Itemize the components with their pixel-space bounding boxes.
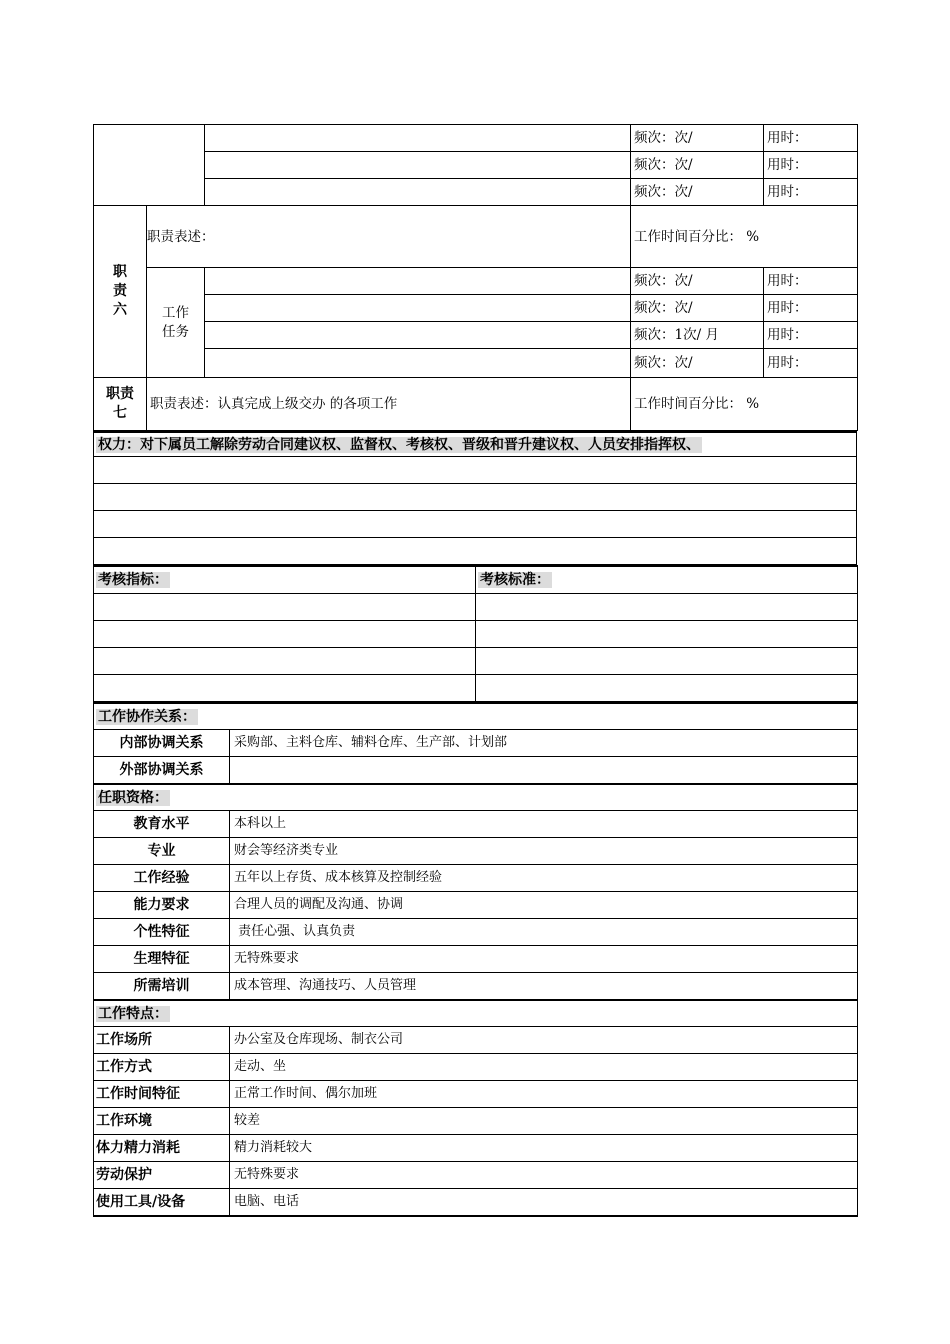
duty7-percent: 工作时间百分比： % [631,378,858,431]
task-row [94,349,858,378]
environment-value: 较差 [230,1108,858,1135]
duty6-statement: 职责表述： [147,206,631,268]
major-label: 专业 [94,838,230,865]
authority-table [93,431,857,565]
frequency-cell: 频次：次/ [631,295,764,322]
indicator-cell[interactable] [94,594,476,621]
tools-label: 使用工具/设备 [94,1189,230,1217]
personality-value: 责任心强、认真负责 [230,919,858,946]
work-feature-row [94,1189,858,1217]
task-row [94,295,858,322]
duty7-row [94,378,858,431]
external-coordination-value [230,757,858,785]
collaboration-row [94,730,858,757]
training-label: 所需培训 [94,973,230,1001]
duties-table [93,124,858,431]
physical-label: 生理特征 [94,946,230,973]
work-feature-row [94,1054,858,1081]
duty6-tasks-label: 工作任务 [147,268,205,378]
qualification-row [94,919,858,946]
job-description-sheet [93,124,857,1217]
qualifications-title: 任职资格： [98,789,168,806]
duty7-label: 职责七 [94,378,147,431]
duration-cell: 用时： [764,268,858,295]
education-value: 本科以上 [230,811,858,838]
task-cell[interactable] [205,322,631,349]
qualification-row [94,838,858,865]
work-features-title: 工作特点： [98,1005,168,1022]
assessment-table [93,565,858,702]
authority-blank-row[interactable] [94,511,857,538]
duration-cell: 用时： [764,152,858,179]
experience-value: 五年以上存货、成本核算及控制经验 [230,865,858,892]
collaboration-title-row [94,703,858,730]
frequency-cell: 频次：1次/ 月 [631,322,764,349]
ability-label: 能力要求 [94,892,230,919]
frequency-cell: 频次：次/ [631,268,764,295]
qualification-row [94,811,858,838]
duty6-label: 职责六 [94,206,147,378]
duration-cell: 用时： [764,179,858,206]
internal-coordination-value: 采购部、主料仓库、辅料仓库、生产部、计划部 [230,730,858,757]
frequency-cell: 频次：次/ [631,152,764,179]
qualification-row [94,973,858,1001]
frequency-cell: 频次：次/ [631,125,764,152]
task-row [94,322,858,349]
protection-label: 劳动保护 [94,1162,230,1189]
protection-value: 无特殊要求 [230,1162,858,1189]
work-mode-label: 工作方式 [94,1054,230,1081]
training-value: 成本管理、沟通技巧、人员管理 [230,973,858,1001]
physical-value: 无特殊要求 [230,946,858,973]
task-row [94,268,858,295]
blank-cell [94,125,205,206]
task-cell[interactable] [205,349,631,378]
qualification-row [94,865,858,892]
assessment-header-row [94,566,858,594]
standard-cell[interactable] [476,675,858,702]
frequency-cell: 频次：次/ [631,349,764,378]
workplace-value: 办公室及仓库现场、制衣公司 [230,1027,858,1054]
authority-header-row [94,432,857,457]
energy-value: 精力消耗较大 [230,1135,858,1162]
workplace-label: 工作场所 [94,1027,230,1054]
task-row [94,125,858,152]
qualifications-title-row [94,784,858,811]
environment-label: 工作环境 [94,1108,230,1135]
work-feature-row [94,1162,858,1189]
task-cell[interactable] [205,125,631,152]
details-table [93,702,858,1217]
duration-cell: 用时： [764,125,858,152]
duration-cell: 用时： [764,322,858,349]
work-feature-row [94,1135,858,1162]
work-mode-value: 走动、坐 [230,1054,858,1081]
authority-blank-row[interactable] [94,457,857,484]
frequency-cell: 频次：次/ [631,179,764,206]
indicator-cell[interactable] [94,648,476,675]
internal-coordination-label: 内部协调关系 [94,730,230,757]
work-hours-label: 工作时间特征 [94,1081,230,1108]
task-cell[interactable] [205,295,631,322]
ability-value: 合理人员的调配及沟通、协调 [230,892,858,919]
duration-cell: 用时： [764,295,858,322]
experience-label: 工作经验 [94,865,230,892]
tools-value: 电脑、电话 [230,1189,858,1217]
task-cell[interactable] [205,152,631,179]
qualification-row [94,892,858,919]
work-feature-row [94,1081,858,1108]
indicator-cell[interactable] [94,675,476,702]
work-feature-row [94,1108,858,1135]
standard-cell[interactable] [476,594,858,621]
duration-cell: 用时： [764,349,858,378]
work-feature-row [94,1027,858,1054]
standard-cell[interactable] [476,648,858,675]
indicator-label: 考核指标： [98,572,168,588]
standard-cell[interactable] [476,621,858,648]
major-value: 财会等经济类专业 [230,838,858,865]
task-cell[interactable] [205,268,631,295]
education-label: 教育水平 [94,811,230,838]
indicator-cell[interactable] [94,621,476,648]
personality-label: 个性特征 [94,919,230,946]
task-row [94,179,858,206]
standard-label: 考核标准： [480,572,550,588]
work-hours-value: 正常工作时间、偶尔加班 [230,1081,858,1108]
duty6-statement-row [94,206,858,268]
authority-text: 权力：对下属员工解除劳动合同建议权、监督权、考核权、晋级和晋升建议权、人员安排指挥权、 [98,436,700,453]
authority-blank-row[interactable] [94,484,857,511]
qualification-row [94,946,858,973]
task-cell[interactable] [205,179,631,206]
task-row [94,152,858,179]
work-features-title-row [94,1000,858,1027]
duty7-statement: 职责表述：认真完成上级交办 的各项工作 [147,378,631,431]
duty6-percent: 工作时间百分比： % [631,206,858,268]
collaboration-row [94,757,858,785]
authority-blank-row[interactable] [94,538,857,565]
collaboration-title: 工作协作关系： [98,708,196,725]
external-coordination-label: 外部协调关系 [94,757,230,785]
energy-label: 体力精力消耗 [94,1135,230,1162]
